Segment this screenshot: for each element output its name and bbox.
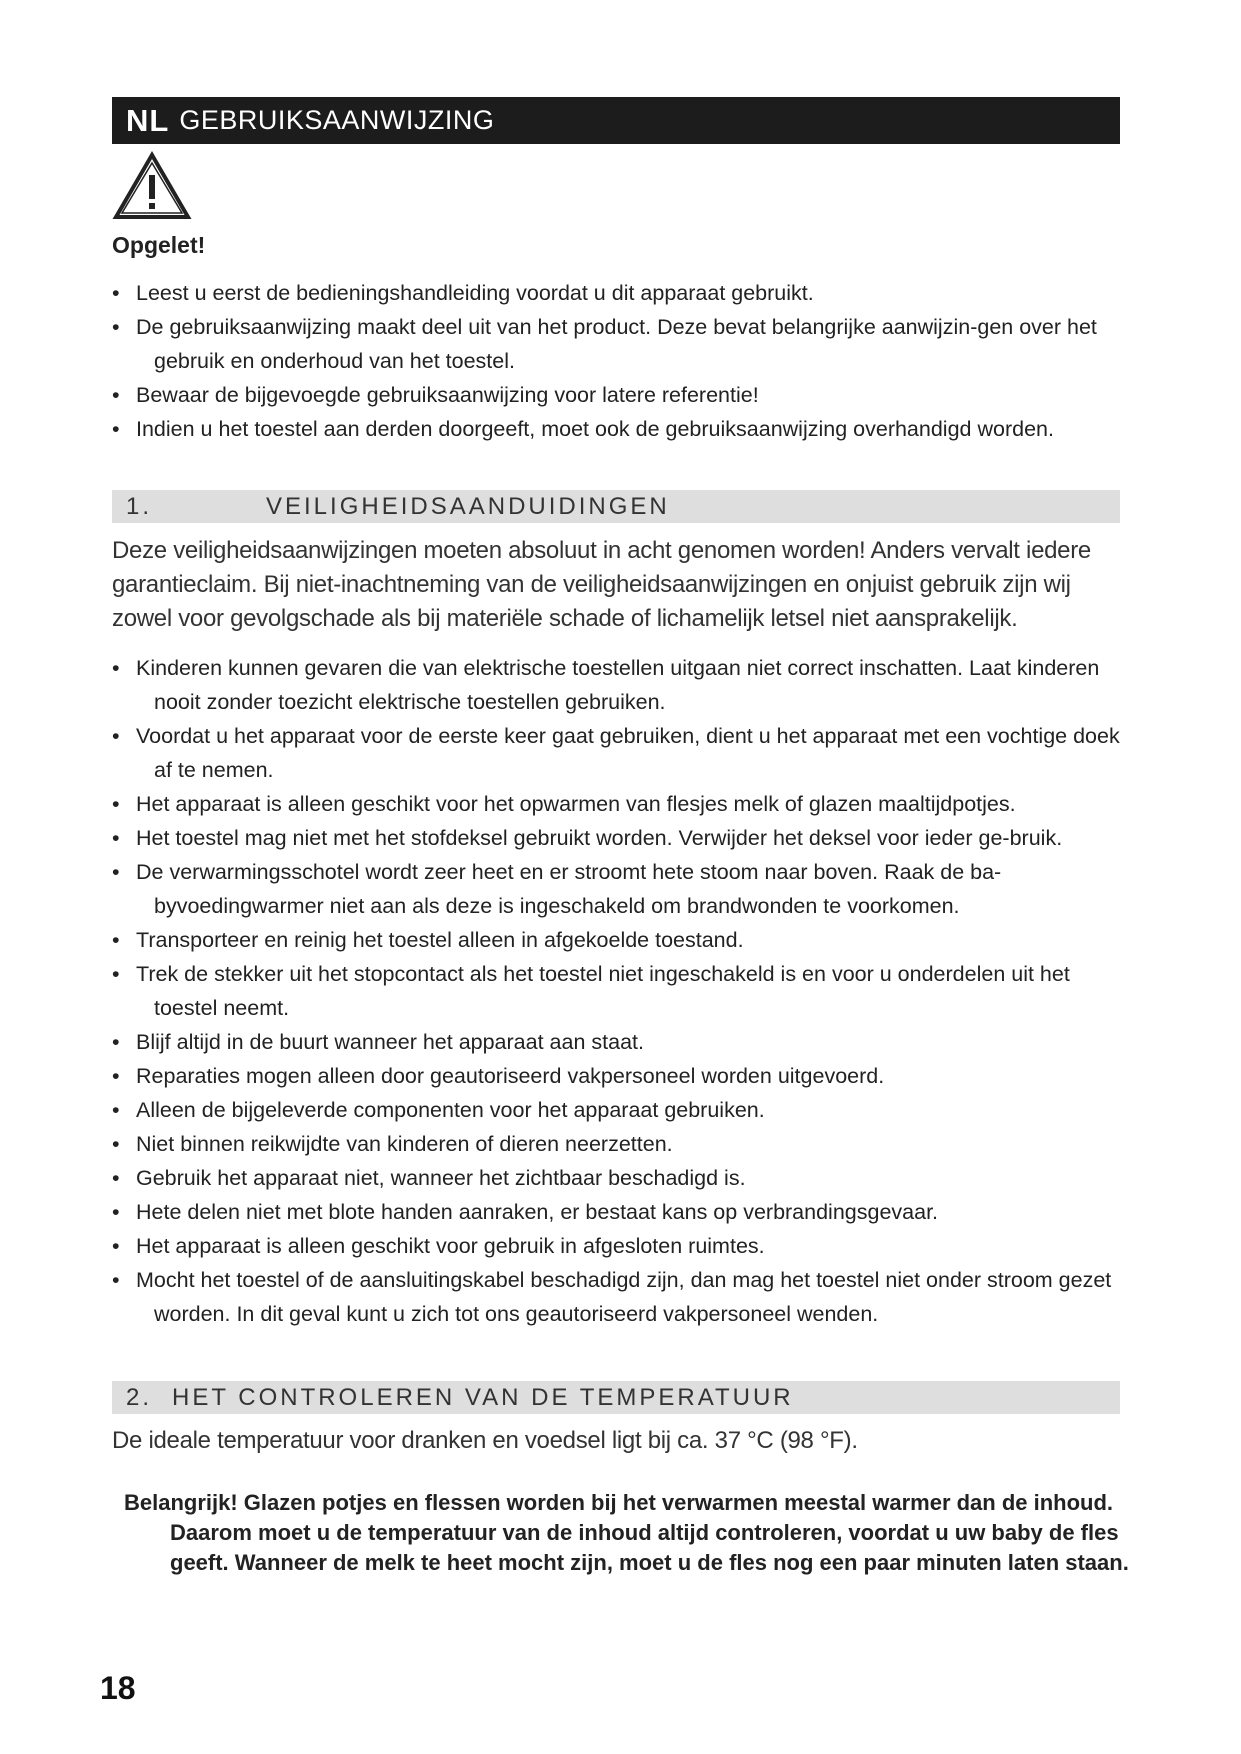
- page-header: [112, 97, 1120, 144]
- section-intro: De ideale temperatuur voor dranken en voedsel ligt bij ca. 37 °C (98 °F).: [112, 1427, 858, 1454]
- safety-list: [112, 651, 1120, 1331]
- header-title: GEBRUIKSAANWIJZING: [179, 105, 495, 135]
- list-item: • Bewaar de bijgevoegde gebruiksaanwijzing voor latere referentie!: [112, 383, 759, 407]
- list-item: • De gebruiksaanwijzing maakt deel uit van het product. Deze bevat belangrijke aanwijzin-gen over het gebruik en onderhoud van het toestel.: [112, 315, 1097, 373]
- language-code: NL: [126, 102, 170, 138]
- list-item: • Niet binnen reikwijdte van kinderen of dieren neerzetten.: [112, 1132, 673, 1156]
- list-item: • Blijf altijd in de buurt wanneer het apparaat aan staat.: [112, 1030, 644, 1054]
- list-item: • Het toestel mag niet met het stofdeksel gebruikt worden. Verwijder het deksel voor ieder ge-bruik.: [112, 826, 1063, 850]
- list-item: • Trek de stekker uit het stopcontact als het toestel niet ingeschakeld is en voor u onderdelen uit het toestel neemt.: [112, 962, 1070, 1020]
- list-item: • De verwarmingsschotel wordt zeer heet en er stroomt hete stoom naar boven. Raak de ba-byvoedingwarmer niet aan als deze is ingeschakeld om brandwonden te voorkomen.: [112, 860, 1002, 918]
- list-item: • Het apparaat is alleen geschikt voor gebruik in afgesloten ruimtes.: [112, 1234, 765, 1258]
- section-heading-2: [112, 1381, 1120, 1414]
- list-item: • Kinderen kunnen gevaren die van elektrische toestellen uitgaan niet correct inschatten. Laat kinderen nooit zonder toezicht elektrische toestellen gebruiken.: [112, 656, 1100, 714]
- caution-title: Opgelet!: [112, 232, 206, 258]
- section-number: 2.: [126, 1383, 153, 1411]
- list-item: • Indien u het toestel aan derden doorgeeft, moet ook de gebruiksaanwijzing overhandigd worden.: [112, 417, 1054, 441]
- important-note: Belangrijk! Glazen potjes en flessen worden bij het verwarmen meestal warmer dan de inhoud. Daarom moet u de temperatuur van de inhoud altijd controleren, voordat u uw baby de fles geeft. Wanneer de melk te heet mocht zijn, moet u de fles nog een paar minuten laten staan.: [124, 1490, 1129, 1575]
- list-item: • Alleen de bijgeleverde componenten voor het apparaat gebruiken.: [112, 1098, 765, 1122]
- list-item: • Leest u eerst de bedieningshandleiding voordat u dit apparaat gebruikt.: [112, 281, 814, 305]
- list-item: • Het apparaat is alleen geschikt voor het opwarmen van flesjes melk of glazen maaltijdpotjes.: [112, 792, 1016, 816]
- list-item: • Reparaties mogen alleen door geautoriseerd vakpersoneel worden uitgevoerd.: [112, 1064, 885, 1088]
- section-title: HET CONTROLEREN VAN DE TEMPERATUUR: [172, 1383, 794, 1411]
- list-item: • Transporteer en reinig het toestel alleen in afgekoelde toestand.: [112, 928, 744, 952]
- page-number: 18: [100, 1670, 136, 1706]
- section-intro: Deze veiligheidsaanwijzingen moeten absoluut in acht genomen worden! Anders vervalt iedere garantieclaim. Bij niet-inachtneming van de veiligheidsaanwijzingen en onjuist gebruik zijn wij zowel voor gevolgschade als bij materiële schade of lichamelijk letsel niet aansprakelijk.: [112, 537, 1091, 632]
- section-title: VEILIGHEIDSAANDUIDINGEN: [266, 492, 670, 520]
- list-item: • Hete delen niet met blote handen aanraken, er bestaat kans op verbrandingsgevaar.: [112, 1200, 939, 1224]
- section-heading-1: [112, 490, 1120, 523]
- caution-list: [112, 276, 1120, 446]
- list-item: • Gebruik het apparaat niet, wanneer het zichtbaar beschadigd is.: [112, 1166, 746, 1190]
- list-item: • Voordat u het apparaat voor de eerste keer gaat gebruiken, dient u het apparaat met een vochtige doek af te nemen.: [112, 724, 1120, 782]
- warning-triangle-icon: [112, 151, 192, 221]
- section-number: 1.: [126, 492, 153, 520]
- list-item: • Mocht het toestel of de aansluitingskabel beschadigd zijn, dan mag het toestel niet onder stroom gezet worden. In dit geval kunt u zich tot ons geautoriseerd vakpersoneel wenden.: [112, 1268, 1112, 1326]
